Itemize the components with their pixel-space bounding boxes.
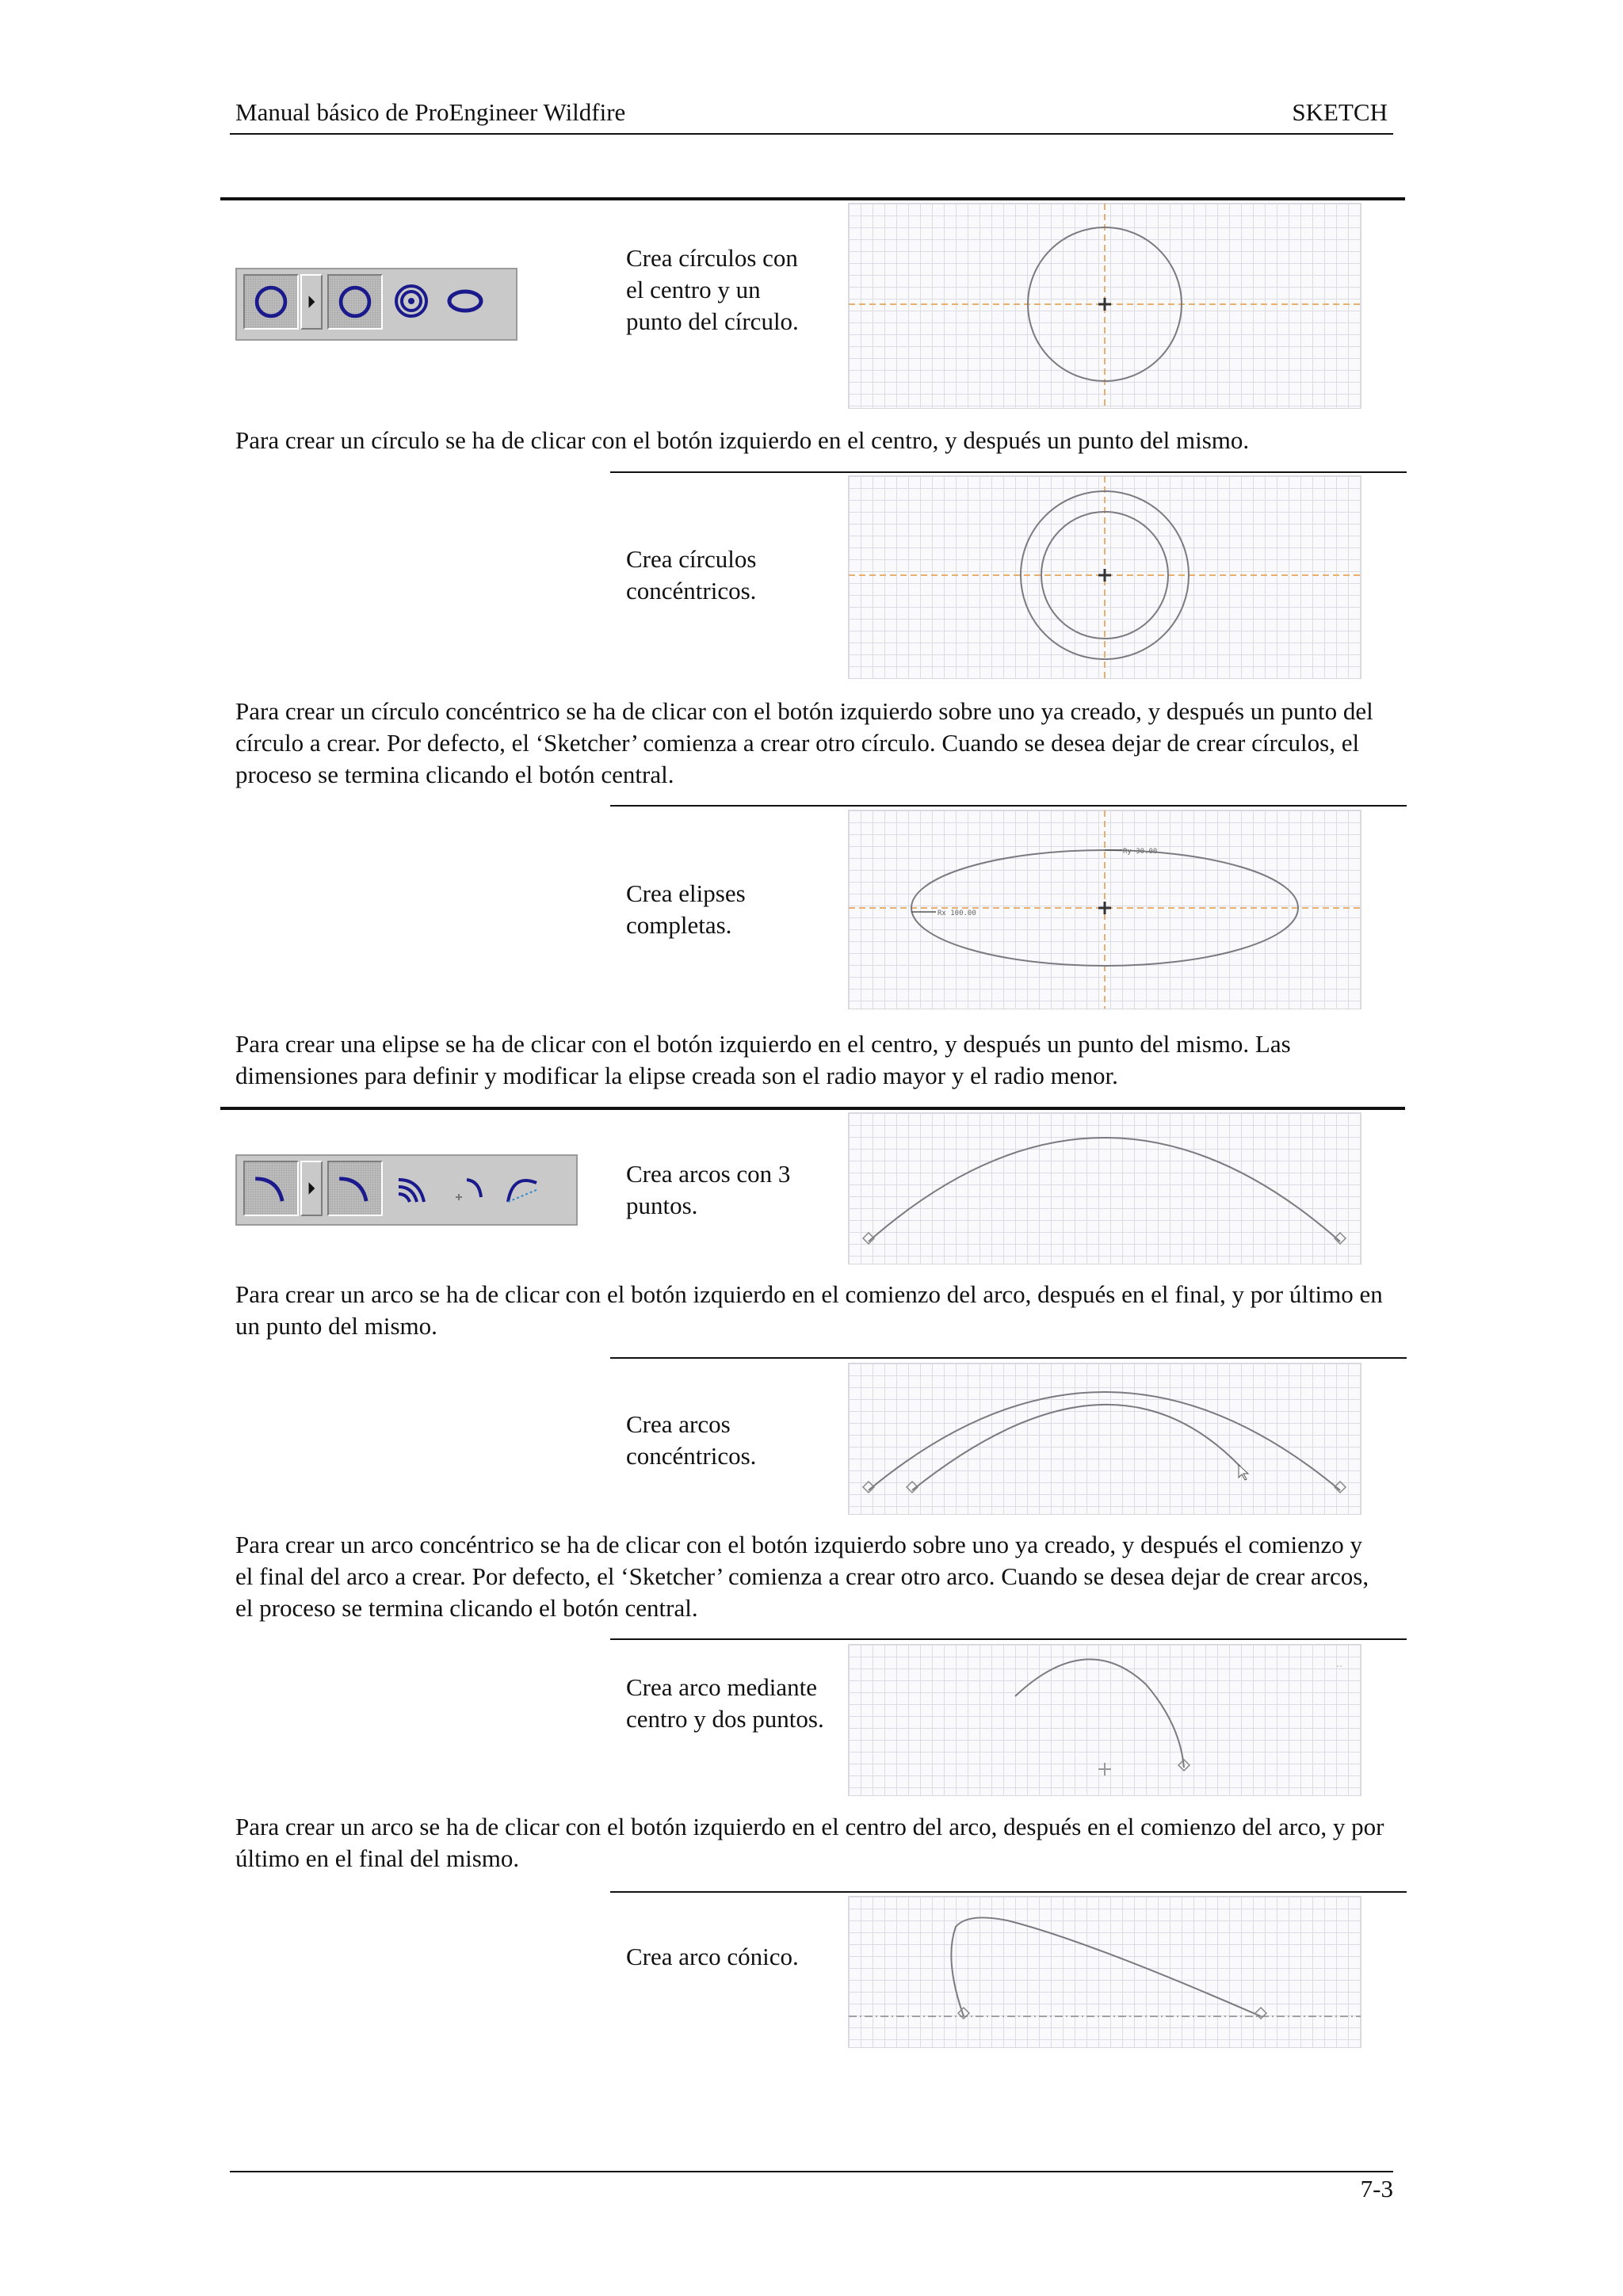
flyout-arrow-button[interactable] — [300, 1161, 323, 1216]
page-number: 7-3 — [1360, 2175, 1393, 2203]
caption-concentric-circles: Crea círculos concéntricos. — [626, 545, 757, 605]
caption-circle: Crea círculos con el centro y un punto del círculo. — [626, 244, 799, 335]
arc-icon — [255, 1179, 282, 1201]
center-crosshair — [1098, 1763, 1111, 1775]
circle-flyout-button[interactable] — [243, 274, 299, 330]
conic-arc-button[interactable] — [498, 1162, 549, 1213]
divider — [610, 805, 1407, 807]
sketch-center-arc — [848, 1644, 1361, 1796]
sketch-conic-arc — [848, 1896, 1361, 2048]
divider — [610, 1891, 1407, 1893]
conic-arc-icon — [498, 1162, 549, 1213]
caption-three-point-arc: Crea arcos con 3 puntos. — [626, 1160, 791, 1219]
description-concentric-arcs: Para crear un arco concéntrico se ha de clicar con el botón izquierdo sobre uno ya creado, y después el comienzo y el final del arco a crear. Por defecto, el ‘Sketcher’ comienza a crear otro arco. Cuando se desea dejar de crear arcos, el proceso se termina clicando el botón central. — [235, 1531, 1369, 1622]
sketch-ellipse — [848, 810, 1361, 1009]
running-header-section: SKETCH — [1292, 98, 1388, 126]
arc-shape — [1015, 1659, 1184, 1768]
cursor-icon — [1239, 1465, 1248, 1480]
sketch-three-point-arc — [848, 1112, 1361, 1264]
header-rule — [230, 133, 1393, 135]
section-divider — [220, 197, 1405, 200]
ellipse-button[interactable] — [440, 276, 491, 326]
caption-ellipse: Crea elipses completas. — [626, 879, 746, 939]
description-three-point-arc: Para crear un arco se ha de clicar con el botón izquierdo en el comienzo del arco, después en el final, y por último en un punto del mismo. — [235, 1280, 1383, 1340]
description-ellipse: Para crear una elipse se ha de clicar con el botón izquierdo en el centro, y después un punto del mismo. Las dimensiones para definir y modificar la elipse creada son el radio mayor y el radio menor. — [235, 1030, 1291, 1089]
sketch-concentric-circles — [848, 475, 1361, 679]
caption-concentric-arcs: Crea arcos concéntricos. — [626, 1410, 757, 1470]
arc-toolbar — [235, 1154, 578, 1226]
concentric-arc-button[interactable] — [388, 1162, 438, 1213]
sketch-concentric-arcs — [848, 1363, 1361, 1515]
footer-rule — [230, 2171, 1393, 2172]
divider — [610, 1357, 1407, 1359]
caption-conic-arc: Crea arco cónico. — [626, 1943, 799, 1970]
center-arc-button[interactable] — [441, 1162, 492, 1213]
center-arc-icon — [441, 1162, 492, 1213]
sketch-circle — [848, 203, 1361, 409]
play-arrow-icon — [309, 296, 315, 307]
caption-center-arc: Crea arco mediante centro y dos puntos. — [626, 1673, 824, 1733]
inner-arc — [912, 1405, 1240, 1490]
dimension-ry: Ry 30.00 — [1123, 848, 1158, 856]
concentric-circle-icon — [386, 276, 437, 326]
flyout-arrow-button[interactable] — [300, 274, 323, 330]
circle-icon — [257, 288, 285, 316]
running-header-title: Manual básico de ProEngineer Wildfire — [235, 98, 626, 126]
circle-toolbar — [235, 268, 517, 341]
description-circle: Para crear un círculo se ha de clicar con el botón izquierdo en el centro, y después un punto del mismo. — [235, 426, 1250, 454]
conic-shape — [951, 1917, 1261, 2016]
center-crosshair — [1098, 298, 1111, 311]
description-center-arc: Para crear un arco se ha de clicar con el botón izquierdo en el centro del arco, después en el comienzo del arco, y por último en el final del mismo. — [235, 1813, 1384, 1872]
arc-endpoint — [958, 2008, 969, 2019]
circle-button[interactable] — [327, 274, 383, 330]
arc-endpoint — [1255, 2008, 1266, 2019]
arc-flyout-button[interactable] — [243, 1161, 299, 1216]
outer-arc — [869, 1392, 1340, 1490]
arc-shape — [869, 1138, 1340, 1241]
dimension-rx: Rx 100.00 — [938, 910, 976, 917]
description-concentric-circles: Para crear un círculo concéntrico se ha de clicar con el botón izquierdo sobre uno ya creado, y después un punto del círculo a crear. Por defecto, el ‘Sketcher’ comienza a crear otro círculo. Cuando se desea dejar de crear círculos, el proceso se termina clicando el botón central. — [235, 697, 1373, 788]
concentric-arc-icon — [388, 1162, 438, 1213]
play-arrow-icon — [309, 1182, 315, 1194]
concentric-circle-button[interactable] — [386, 276, 437, 326]
arc-icon — [339, 1179, 366, 1201]
divider — [610, 1638, 1407, 1640]
circle-icon — [341, 288, 369, 316]
divider — [610, 471, 1407, 473]
section-divider — [220, 1107, 1405, 1110]
ellipse-icon — [440, 276, 491, 326]
three-point-arc-button[interactable] — [327, 1161, 383, 1216]
